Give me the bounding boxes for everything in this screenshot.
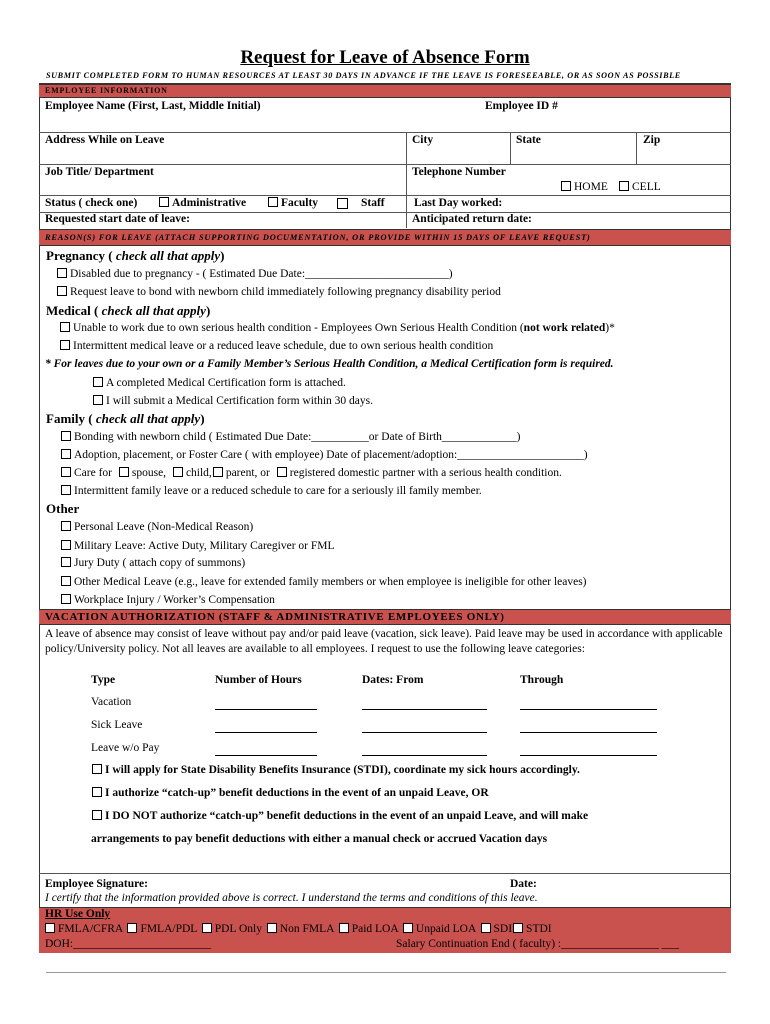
vacation-hours-field[interactable] <box>215 709 317 710</box>
checkbox-icon <box>61 521 71 531</box>
vacation-paragraph: A leave of absence may consist of leave without pay and/or paid leave (vacation, sick leave). Paid leave may be used in accordance with applicable policy/University policy. Not all leaves are available to all employees. I request to use the following leave categories: <box>45 628 723 655</box>
checkbox-icon <box>159 197 169 207</box>
non-fmla-checkbox[interactable] <box>267 923 277 933</box>
checkbox-icon <box>61 557 71 567</box>
form-title: Request for Leave of Absence Form <box>240 47 530 68</box>
col-hours: Number of Hours <box>215 674 302 686</box>
last-day-label: Last Day worked: <box>414 197 503 209</box>
family-adoption-checkbox[interactable]: Adoption, placement, or Foster Care ( with employee) Date of placement/adoption:______________________) <box>61 449 588 461</box>
checkbox-icon <box>61 449 71 459</box>
checkbox-icon <box>93 377 103 387</box>
unpaid-loa-checkbox[interactable] <box>403 923 413 933</box>
row-leave-without-pay: Leave w/o Pay <box>91 742 160 754</box>
start-date-label: Requested start date of leave: <box>45 213 190 225</box>
footer-divider <box>46 972 726 973</box>
col-dates-from: Dates: From <box>362 674 424 686</box>
checkbox-icon <box>92 764 102 774</box>
hr-options-row: FMLA/CFRA FMLA/PDL PDL Only Non FMLA Paid LOA Unpaid LOA SDI STDI <box>45 923 552 935</box>
cell-phone-checkbox[interactable]: CELL <box>619 181 661 193</box>
city-label: City <box>412 134 434 146</box>
domestic-partner-checkbox[interactable] <box>277 467 287 477</box>
family-bonding-checkbox[interactable]: Bonding with newborn child ( Estimated Due Date:__________or Date of Birth_____________) <box>61 431 521 443</box>
checkbox-icon <box>61 540 71 550</box>
checkbox-icon <box>61 576 71 586</box>
personal-leave-checkbox[interactable]: Personal Leave (Non-Medical Reason) <box>61 521 253 533</box>
pregnancy-section-title: Pregnancy ( check all that apply) <box>46 248 225 263</box>
status-label: Status ( check one) <box>45 197 138 209</box>
checkbox-icon <box>57 286 67 296</box>
checkbox-icon <box>92 787 102 797</box>
sick-through-field[interactable] <box>520 732 657 733</box>
signature-date-label: Date: <box>510 878 537 890</box>
vacation-through-field[interactable] <box>520 709 657 710</box>
vacation-from-field[interactable] <box>362 709 487 710</box>
not-authorize-catchup-checkbox[interactable]: I DO NOT authorize “catch-up” benefit deductions in the event of an unpaid Leave, and will make <box>92 810 588 822</box>
spouse-checkbox[interactable] <box>119 467 129 477</box>
status-staff-label: Staff <box>361 197 385 209</box>
return-date-label: Anticipated return date: <box>412 213 532 225</box>
family-section-title: Family ( check all that apply) <box>46 411 205 426</box>
reasons-header: REASON(S) FOR LEAVE (ATTACH SUPPORTING DOCUMENTATION, OR PROVIDE WITHIN 15 DAYS OF LEAVE REQUEST) <box>39 229 731 246</box>
lwop-through-field[interactable] <box>520 755 657 756</box>
checkbox-icon <box>93 395 103 405</box>
stdi-checkbox[interactable]: I will apply for State Disability Benefits Insurance (STDI), coordinate my sick hours accordingly. <box>92 764 580 776</box>
medical-unable-checkbox[interactable]: Unable to work due to own serious health condition - Employees Own Serious Health Condition (not work related)* <box>60 322 615 334</box>
vacation-header: VACATION AUTHORIZATION (STAFF & ADMINISTRATIVE EMPLOYEES ONLY) <box>39 609 731 625</box>
home-phone-checkbox[interactable]: HOME <box>561 181 608 193</box>
pregnancy-disabled-checkbox[interactable]: Disabled due to pregnancy - ( Estimated Due Date:_________________________) <box>57 268 453 280</box>
other-medical-checkbox[interactable]: Other Medical Leave (e.g., leave for extended family members or when employee is ineligible for other leaves) <box>61 576 587 588</box>
checkbox-icon <box>61 431 71 441</box>
checkbox-icon <box>268 197 278 207</box>
state-label: State <box>516 134 541 146</box>
employee-name-label: Employee Name (First, Last, Middle Initial) <box>45 100 261 112</box>
medical-section-title: Medical ( check all that apply) <box>46 303 211 318</box>
fmla-cfra-checkbox[interactable] <box>45 923 55 933</box>
workplace-injury-checkbox[interactable]: Workplace Injury / Worker’s Compensation <box>61 594 275 606</box>
pregnancy-bond-checkbox[interactable]: Request leave to bond with newborn child immediately following pregnancy disability period <box>57 286 501 298</box>
employee-signature-label: Employee Signature: <box>45 878 148 890</box>
authorize-catchup-checkbox[interactable]: I authorize “catch-up” benefit deductions in the event of an unpaid Leave, OR <box>92 787 489 799</box>
sdi-checkbox[interactable] <box>481 923 491 933</box>
pdl-only-checkbox[interactable] <box>202 923 212 933</box>
telephone-label: Telephone Number <box>412 166 506 178</box>
checkbox-icon <box>61 594 71 604</box>
col-through: Through <box>520 674 564 686</box>
lwop-hours-field[interactable] <box>215 755 317 756</box>
family-care-for-row: Care for spouse, child, parent, or registered domestic partner with a serious health condition. <box>61 467 562 479</box>
catchup-continued: arrangements to pay benefit deductions with either a manual check or accrued Vacation days <box>91 833 548 845</box>
medical-intermittent-checkbox[interactable]: Intermittent medical leave or a reduced leave schedule, due to own serious health condition <box>60 340 493 352</box>
row-sick-leave: Sick Leave <box>91 719 143 731</box>
address-label: Address While on Leave <box>45 134 165 146</box>
status-administrative-checkbox[interactable]: Administrative <box>159 197 246 209</box>
parent-checkbox[interactable] <box>213 467 223 477</box>
checkbox-icon <box>57 268 67 278</box>
other-section-title: Other <box>46 501 80 516</box>
care-for-checkbox[interactable] <box>61 467 71 477</box>
hr-use-only-title: HR Use Only <box>45 908 111 920</box>
zip-label: Zip <box>643 134 661 146</box>
paid-loa-checkbox[interactable] <box>339 923 349 933</box>
stdi-hr-checkbox[interactable] <box>513 923 523 933</box>
certify-statement: I certify that the information provided above is correct. I understand the terms and conditions of this leave. <box>45 892 538 904</box>
child-checkbox[interactable] <box>173 467 183 477</box>
certification-submit-checkbox[interactable]: I will submit a Medical Certification form within 30 days. <box>93 395 373 407</box>
submit-note: SUBMIT COMPLETED FORM TO HUMAN RESOURCES AT LEAST 30 DAYS IN ADVANCE IF THE LEAVE IS FORESEEABLE, OR AS SOON AS POSSIBLE <box>46 71 681 80</box>
job-title-label: Job Title/ Department <box>45 166 154 178</box>
doh-field[interactable]: DOH:________________________ <box>45 938 212 950</box>
certification-attached-checkbox[interactable]: A completed Medical Certification form is attached. <box>93 377 346 389</box>
checkbox-icon <box>561 181 571 191</box>
military-leave-checkbox[interactable]: Military Leave: Active Duty, Military Caregiver or FML <box>61 540 335 552</box>
medical-certification-note: * For leaves due to your own or a Family Member’s Serious Health Condition, a Medical Certification form is required. <box>45 358 614 370</box>
col-type: Type <box>91 674 116 686</box>
checkbox-icon <box>61 485 71 495</box>
status-faculty-checkbox[interactable]: Faculty <box>268 197 318 209</box>
salary-continuation-field[interactable]: Salary Continuation End ( faculty) :_________________ ___ <box>396 938 679 950</box>
sick-from-field[interactable] <box>362 732 487 733</box>
checkbox-icon <box>60 340 70 350</box>
fmla-pdl-checkbox[interactable] <box>127 923 137 933</box>
family-intermittent-checkbox[interactable]: Intermittent family leave or a reduced schedule to care for a seriously ill family member. <box>61 485 482 497</box>
employee-id-label: Employee ID # <box>485 100 558 112</box>
jury-duty-checkbox[interactable]: Jury Duty ( attach copy of summons) <box>61 557 245 569</box>
checkbox-icon <box>60 322 70 332</box>
sick-hours-field[interactable] <box>215 732 317 733</box>
row-vacation: Vacation <box>91 696 132 708</box>
employee-info-header: EMPLOYEE INFORMATION <box>39 84 731 98</box>
checkbox-icon <box>92 810 102 820</box>
checkbox-icon <box>619 181 629 191</box>
status-staff-checkbox[interactable] <box>337 198 348 209</box>
lwop-from-field[interactable] <box>362 755 487 756</box>
